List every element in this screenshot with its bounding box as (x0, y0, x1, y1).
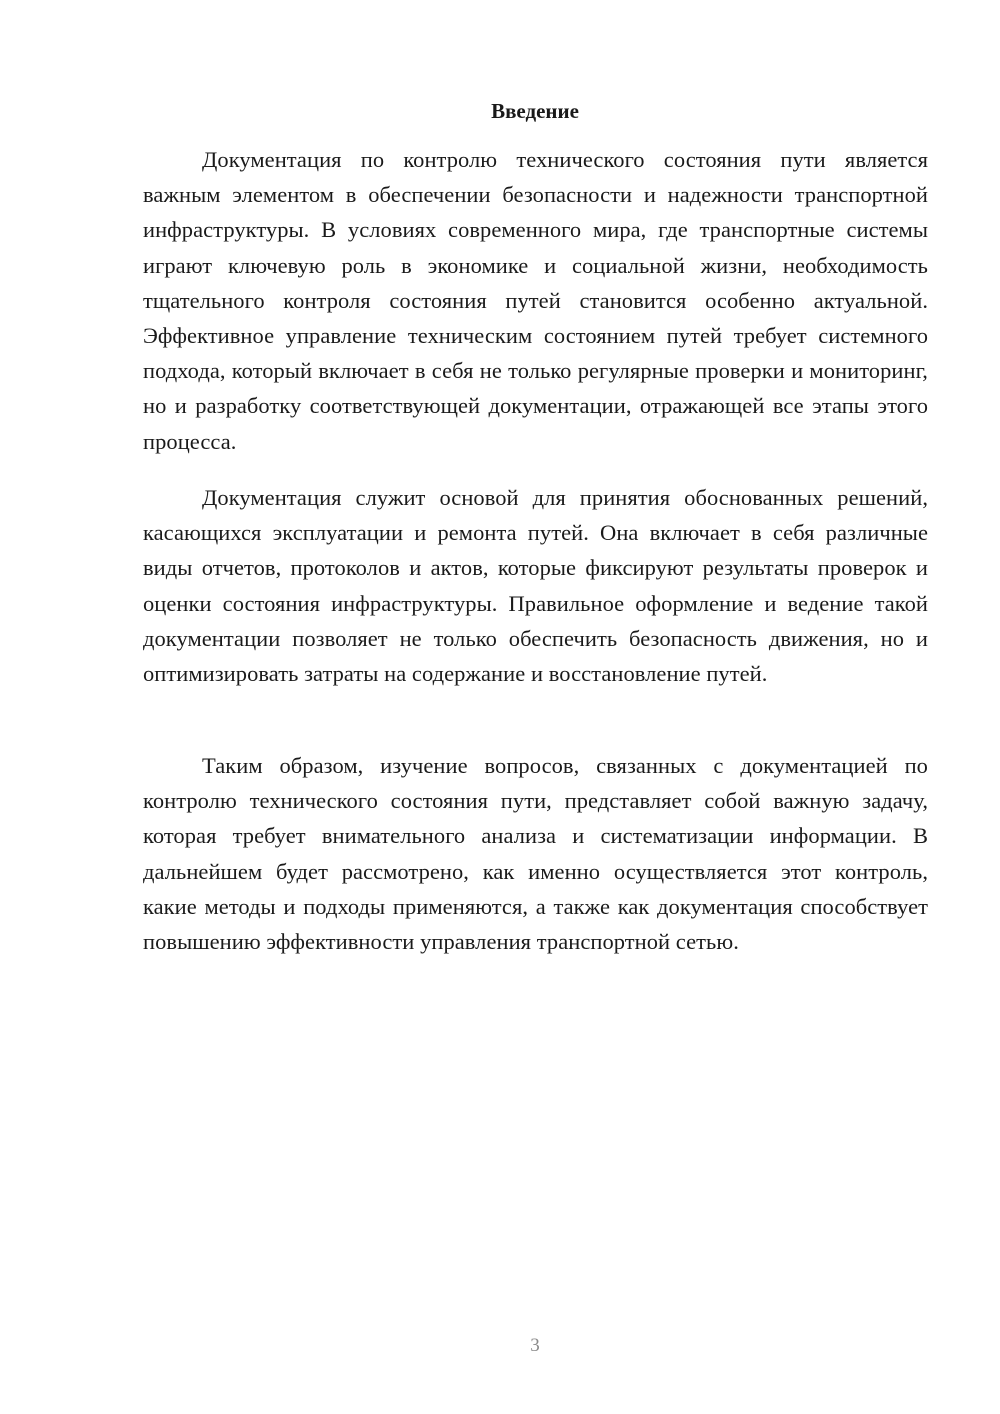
section-heading: Введение (491, 99, 579, 123)
page-number: 3 (530, 1335, 540, 1356)
paragraph-3: Таким образом, изучение вопросов, связанных с документацией по контролю технического состояния пути, представляет собой важную задачу, которая требует внимательного анализа и систематизации информации. В дальнейшем будет рассмотрено, как именно осуществляется этот контроль, какие методы и подходы применяются, а также как документация способствует повышению эффективности управления транспортной сетью. (143, 753, 928, 955)
paragraph-1: Документация по контролю технического состояния пути является важным элементом в обеспечении безопасности и надежности транспортной инфраструктуры. В условиях современного мира, где транспортные системы играют ключевую роль в экономике и социальной жизни, необходимость тщательного контроля состояния путей становится особенно актуальной. Эффективное управление техническим состоянием путей требует системного подхода, который включает в себя не только регулярные проверки и мониторинг, но и разработку соответствующей документации, отражающей все этапы этого процесса. (143, 147, 928, 454)
paragraph-2: Документация служит основой для принятия обоснованных решений, касающихся эксплуатации и ремонта путей. Она включает в себя различные виды отчетов, протоколов и актов, которые фиксируют результаты проверок и оценки состояния инфраструктуры. Правильное оформление и ведение такой документации позволяет не только обеспечить безопасность движения, но и оптимизировать затраты на содержание и восстановление путей. (143, 485, 928, 687)
